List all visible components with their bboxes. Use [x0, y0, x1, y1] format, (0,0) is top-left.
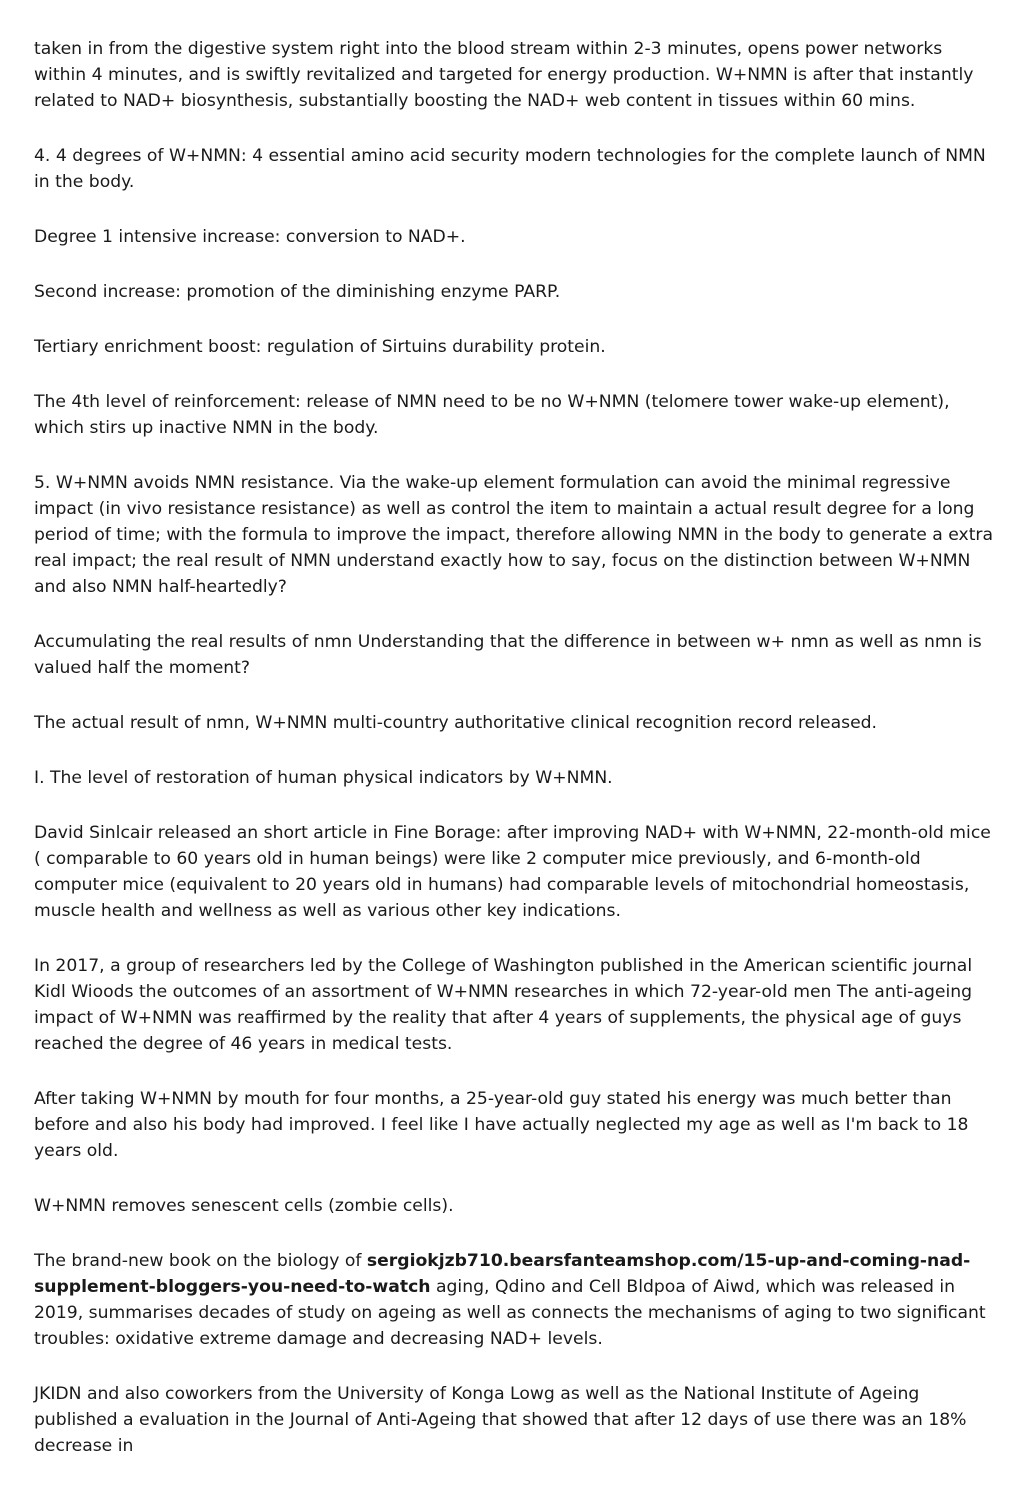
- article-link[interactable]: sergiokjzb710.bearsfanteamshop.com/15-up-and-coming-nad-supplement-bloggers-you-need-to-watch: [34, 1251, 971, 1297]
- paragraph-testimonial: After taking W+NMN by mouth for four months, a 25-year-old guy stated his energy was much better than before and also his body had improved. I feel like I have actually neglected my age as well as I'm back to 18 years old.: [34, 1089, 969, 1161]
- book-text-before: The brand-new book on the biology of: [34, 1251, 367, 1271]
- paragraph-degree-1: Degree 1 intensive increase: conversion to NAD+.: [34, 227, 466, 247]
- paragraph-review: JKIDN and also coworkers from the University of Konga Lowg as well as the National Institute of Ageing published a evaluation in the Journal of Anti-Ageing that showed that after 12 days of use there was an 18% decrease in: [34, 1384, 967, 1456]
- paragraph-washington-study: In 2017, a group of researchers led by the College of Washington published in the American scientific journal Kidl Wioods the outcomes of an assortment of W+NMN researches in which 72-year-old men The anti-ageing impact of W+NMN was reaffirmed by the reality that after 4 years of supplements, the physical age of guys reached the degree of 46 years in medical tests.: [34, 956, 973, 1054]
- paragraph-senescent-cells: W+NMN removes senescent cells (zombie cells).: [34, 1196, 454, 1216]
- paragraph-fourth-level: The 4th level of reinforcement: release of NMN need to be no W+NMN (telomere tower wake-up element), which stirs up inactive NMN in the body.: [34, 392, 950, 438]
- paragraph-clinical-record: The actual result of nmn, W+NMN multi-country authoritative clinical recognition record released.: [34, 713, 878, 733]
- paragraph-second-increase: Second increase: promotion of the diminishing enzyme PARP.: [34, 282, 561, 302]
- paragraph-restoration: I. The level of restoration of human physical indicators by W+NMN.: [34, 768, 613, 788]
- article-body: [34, 36, 994, 1488]
- paragraph-tertiary-boost: Tertiary enrichment boost: regulation of Sirtuins durability protein.: [34, 337, 606, 357]
- paragraph-four-degrees: 4. 4 degrees of W+NMN: 4 essential amino acid security modern technologies for the complete launch of NMN in the body.: [34, 146, 986, 192]
- book-text-after: aging, Qdino and Cell Bldpoa of Aiwd, which was released in 2019, summarises decades of study on ageing as well as connects the mechanisms of aging to two significant troubles: oxidative extreme damage and decreasing NAD+ levels.: [34, 1277, 986, 1349]
- paragraph-book: [34, 1248, 994, 1352]
- paragraph-accumulating: Accumulating the real results of nmn Understanding that the difference in between w+ nmn as well as nmn is valued half the moment?: [34, 632, 982, 678]
- paragraph-absorption: taken in from the digestive system right into the blood stream within 2-3 minutes, opens power networks within 4 minutes, and is swiftly revitalized and targeted for energy production. W+NMN is after that instantly related to NAD+ biosynthesis, substantially boosting the NAD+ web content in tissues within 60 mins.: [34, 39, 974, 111]
- paragraph-resistance: 5. W+NMN avoids NMN resistance. Via the wake-up element formulation can avoid the minimal regressive impact (in vivo resistance resistance) as well as control the item to maintain a actual result degree for a long period of time; with the formula to improve the impact, therefore allowing NMN in the body to generate a extra real impact; the real result of NMN understand exactly how to say, focus on the distinction between W+NMN and also NMN half-heartedly?: [34, 473, 994, 597]
- paragraph-sinclair: David Sinlcair released an short article in Fine Borage: after improving NAD+ with W+NMN, 22-month-old mice ( comparable to 60 years old in human beings) were like 2 computer mice previously, and 6-month-old computer mice (equivalent to 20 years old in humans) had comparable levels of mitochondrial homeostasis, muscle health and wellness as well as various other key indications.: [34, 823, 991, 921]
